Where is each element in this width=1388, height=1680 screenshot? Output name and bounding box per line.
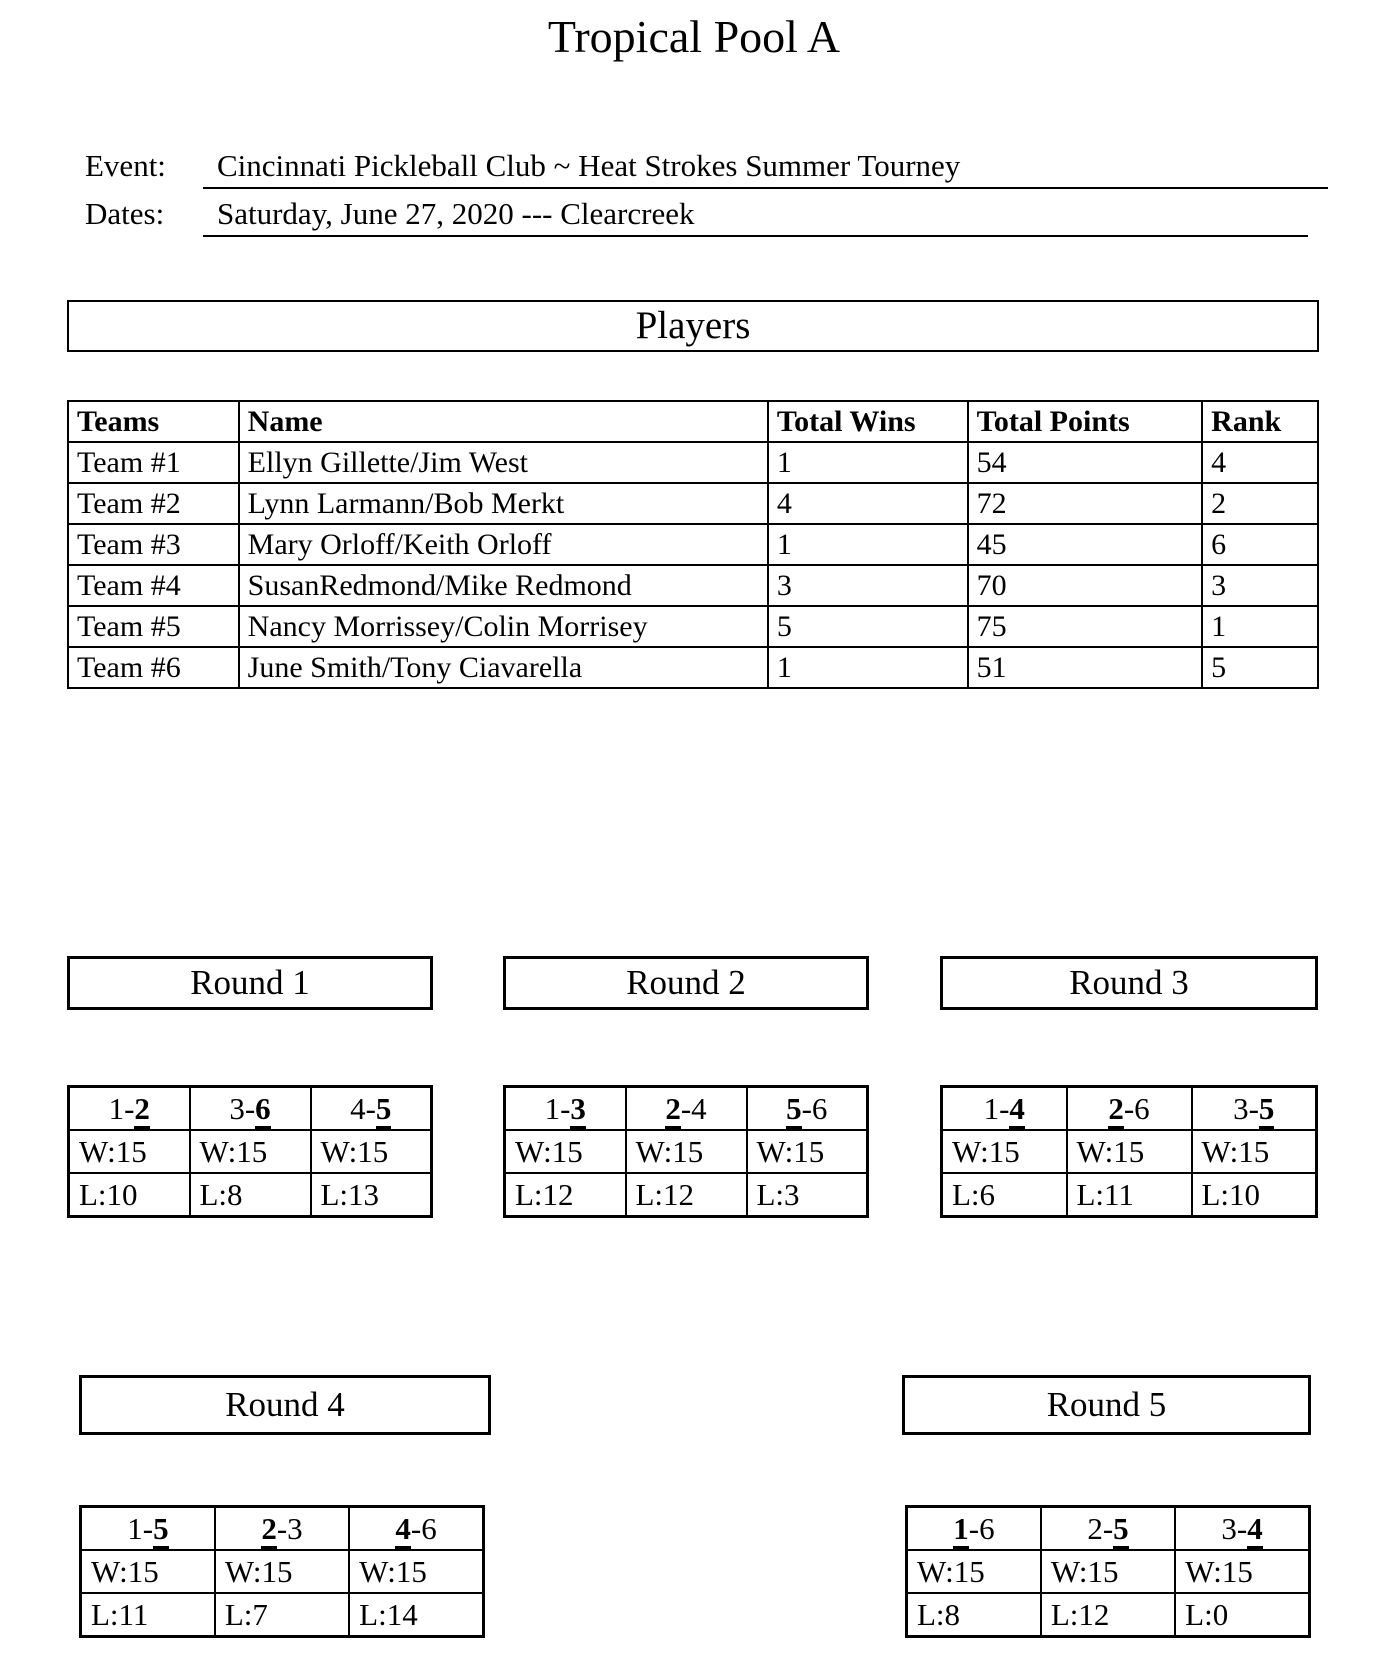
table-row	[68, 483, 1318, 524]
team-a: 4	[350, 1090, 366, 1126]
team-a: 5	[786, 1091, 802, 1130]
matchup-cell	[1175, 1507, 1309, 1551]
round-4-header: Round 4	[79, 1375, 491, 1435]
matchup-cell	[1192, 1087, 1317, 1131]
team-a: 3	[229, 1090, 245, 1126]
team-a: 2	[1087, 1510, 1103, 1546]
winner-score-cell: W:15	[942, 1130, 1067, 1173]
team-b: 6	[1134, 1090, 1150, 1126]
winner-score-row	[81, 1550, 484, 1593]
match-separator: -	[680, 1090, 692, 1126]
table-row	[68, 442, 1318, 483]
rank-cell: 4	[1202, 442, 1318, 483]
team-b: 2	[134, 1091, 150, 1130]
match-separator: -	[1102, 1510, 1114, 1546]
rank-cell: 5	[1202, 647, 1318, 688]
round-5-results-table	[905, 1505, 1311, 1638]
wins-cell: 3	[768, 565, 968, 606]
loser-score-row	[907, 1593, 1310, 1637]
matchup-row	[81, 1507, 484, 1551]
wins-cell: 1	[768, 442, 968, 483]
event-value-field: Cincinnati Pickleball Club ~ Heat Strokes Summer Tourney	[203, 148, 1328, 189]
winner-score-cell: W:15	[505, 1130, 626, 1173]
matchup-cell	[1041, 1507, 1175, 1551]
loser-score-cell: L:12	[1041, 1593, 1175, 1637]
col-header-rank: Rank	[1202, 401, 1318, 442]
loser-score-row	[505, 1173, 868, 1217]
name-cell: Nancy Morrissey/Colin Morrisey	[239, 606, 768, 647]
matchup-cell	[81, 1507, 215, 1551]
points-cell: 72	[968, 483, 1203, 524]
team-cell: Team #6	[68, 647, 239, 688]
matchup-row	[942, 1087, 1317, 1131]
table-row	[68, 524, 1318, 565]
col-header-total-points: Total Points	[968, 401, 1203, 442]
team-cell: Team #5	[68, 606, 239, 647]
points-cell: 51	[968, 647, 1203, 688]
winner-score-row	[907, 1550, 1310, 1593]
round-1-results-table	[67, 1085, 433, 1218]
team-a: 1	[127, 1510, 143, 1546]
matchup-cell	[907, 1507, 1041, 1551]
name-cell: SusanRedmond/Mike Redmond	[239, 565, 768, 606]
round-2-results-table	[503, 1085, 869, 1218]
match-separator: -	[1123, 1090, 1135, 1126]
winner-score-cell: W:15	[907, 1550, 1041, 1593]
matchup-cell	[69, 1087, 190, 1131]
loser-score-cell: L:13	[311, 1173, 432, 1217]
rank-cell: 1	[1202, 606, 1318, 647]
points-cell: 45	[968, 524, 1203, 565]
team-b: 5	[1259, 1091, 1275, 1130]
loser-score-cell: L:11	[1067, 1173, 1192, 1217]
team-b: 4	[1009, 1091, 1025, 1130]
winner-score-cell: W:15	[1175, 1550, 1309, 1593]
players-table	[67, 400, 1319, 689]
points-cell: 70	[968, 565, 1203, 606]
round-5-header: Round 5	[902, 1375, 1311, 1435]
match-separator: -	[410, 1510, 422, 1546]
match-separator: -	[560, 1090, 571, 1126]
team-b: 6	[979, 1510, 995, 1546]
match-separator: -	[365, 1090, 376, 1126]
points-cell: 54	[968, 442, 1203, 483]
event-info-block	[85, 148, 1328, 244]
name-cell: Mary Orloff/Keith Orloff	[239, 524, 768, 565]
loser-score-cell: L:7	[215, 1593, 349, 1637]
team-a: 2	[261, 1511, 277, 1550]
team-a: 3	[1221, 1510, 1237, 1546]
players-header-row	[68, 401, 1318, 442]
team-b: 4	[1247, 1511, 1263, 1550]
table-row	[68, 606, 1318, 647]
winner-score-cell: W:15	[190, 1130, 311, 1173]
matchup-row	[69, 1087, 432, 1131]
team-a: 1	[108, 1090, 125, 1126]
round-3-header: Round 3	[940, 956, 1318, 1010]
team-b: 6	[421, 1510, 437, 1546]
name-cell: June Smith/Tony Ciavarella	[239, 647, 768, 688]
winner-score-cell: W:15	[626, 1130, 747, 1173]
team-a: 1	[983, 1090, 1000, 1126]
match-separator: -	[276, 1510, 288, 1546]
team-cell: Team #2	[68, 483, 239, 524]
team-a: 1	[953, 1511, 969, 1550]
dates-row	[85, 196, 1328, 237]
matchup-cell	[626, 1087, 747, 1131]
team-b: 5	[1113, 1511, 1129, 1550]
dates-value-field: Saturday, June 27, 2020 --- Clearcreek	[203, 196, 1308, 237]
loser-score-cell: L:8	[190, 1173, 311, 1217]
winner-score-cell: W:15	[69, 1130, 190, 1173]
match-separator: -	[244, 1090, 256, 1126]
matchup-cell	[349, 1507, 483, 1551]
winner-score-cell: W:15	[747, 1130, 868, 1173]
matchup-row	[907, 1507, 1310, 1551]
page-title: Tropical Pool A	[547, 11, 841, 62]
name-cell: Ellyn Gillette/Jim West	[239, 442, 768, 483]
loser-score-row	[942, 1173, 1317, 1217]
winner-score-cell: W:15	[1192, 1130, 1317, 1173]
table-row	[68, 647, 1318, 688]
loser-score-cell: L:10	[69, 1173, 190, 1217]
team-b: 3	[570, 1091, 586, 1130]
matchup-cell	[1067, 1087, 1192, 1131]
round-3-results-table	[940, 1085, 1318, 1218]
round-4-results-table	[79, 1505, 485, 1638]
team-b: 5	[376, 1091, 392, 1130]
team-a: 1	[544, 1090, 561, 1126]
matchup-cell	[747, 1087, 868, 1131]
winner-score-cell: W:15	[311, 1130, 432, 1173]
loser-score-cell: L:10	[1192, 1173, 1317, 1217]
team-b: 4	[691, 1090, 707, 1126]
col-header-name: Name	[239, 401, 768, 442]
match-separator: -	[1248, 1090, 1259, 1126]
round-1-header: Round 1	[67, 956, 433, 1010]
loser-score-cell: L:12	[505, 1173, 626, 1217]
matchup-cell	[190, 1087, 311, 1131]
loser-score-cell: L:12	[626, 1173, 747, 1217]
round-2-header: Round 2	[503, 956, 869, 1010]
event-row	[85, 148, 1328, 189]
dates-label: Dates:	[85, 196, 165, 231]
match-separator: -	[142, 1510, 154, 1546]
winner-score-cell: W:15	[215, 1550, 349, 1593]
team-a: 3	[1233, 1090, 1249, 1126]
winner-score-row	[942, 1130, 1317, 1173]
team-cell: Team #4	[68, 565, 239, 606]
match-separator: -	[968, 1510, 980, 1546]
matchup-row	[505, 1087, 868, 1131]
match-separator: -	[801, 1090, 812, 1126]
loser-score-cell: L:0	[1175, 1593, 1309, 1637]
team-a: 4	[395, 1511, 411, 1550]
matchup-cell	[505, 1087, 626, 1131]
col-header-teams: Teams	[68, 401, 239, 442]
players-section-header: Players	[67, 300, 1319, 352]
loser-score-cell: L:6	[942, 1173, 1067, 1217]
winner-score-cell: W:15	[349, 1550, 483, 1593]
loser-score-row	[81, 1593, 484, 1637]
wins-cell: 5	[768, 606, 968, 647]
matchup-cell	[942, 1087, 1067, 1131]
winner-score-row	[505, 1130, 868, 1173]
team-a: 2	[1108, 1091, 1124, 1130]
table-row	[68, 565, 1318, 606]
team-b: 5	[153, 1511, 169, 1550]
event-label: Event:	[85, 148, 166, 183]
winner-score-row	[69, 1130, 432, 1173]
loser-score-cell: L:8	[907, 1593, 1041, 1637]
winner-score-cell: W:15	[81, 1550, 215, 1593]
col-header-total-wins: Total Wins	[768, 401, 968, 442]
wins-cell: 4	[768, 483, 968, 524]
team-b: 3	[287, 1510, 303, 1546]
wins-cell: 1	[768, 647, 968, 688]
rank-cell: 2	[1202, 483, 1318, 524]
team-cell: Team #1	[68, 442, 239, 483]
loser-score-row	[69, 1173, 432, 1217]
match-separator: -	[1236, 1510, 1248, 1546]
team-b: 6	[811, 1090, 828, 1126]
name-cell: Lynn Larmann/Bob Merkt	[239, 483, 768, 524]
rank-cell: 6	[1202, 524, 1318, 565]
team-cell: Team #3	[68, 524, 239, 565]
winner-score-cell: W:15	[1067, 1130, 1192, 1173]
loser-score-cell: L:14	[349, 1593, 483, 1637]
rank-cell: 3	[1202, 565, 1318, 606]
matchup-cell	[215, 1507, 349, 1551]
match-separator: -	[124, 1090, 135, 1126]
team-b: 6	[255, 1091, 271, 1130]
winner-score-cell: W:15	[1041, 1550, 1175, 1593]
wins-cell: 1	[768, 524, 968, 565]
match-separator: -	[999, 1090, 1010, 1126]
team-a: 2	[665, 1091, 681, 1130]
loser-score-cell: L:3	[747, 1173, 868, 1217]
loser-score-cell: L:11	[81, 1593, 215, 1637]
points-cell: 75	[968, 606, 1203, 647]
matchup-cell	[311, 1087, 432, 1131]
